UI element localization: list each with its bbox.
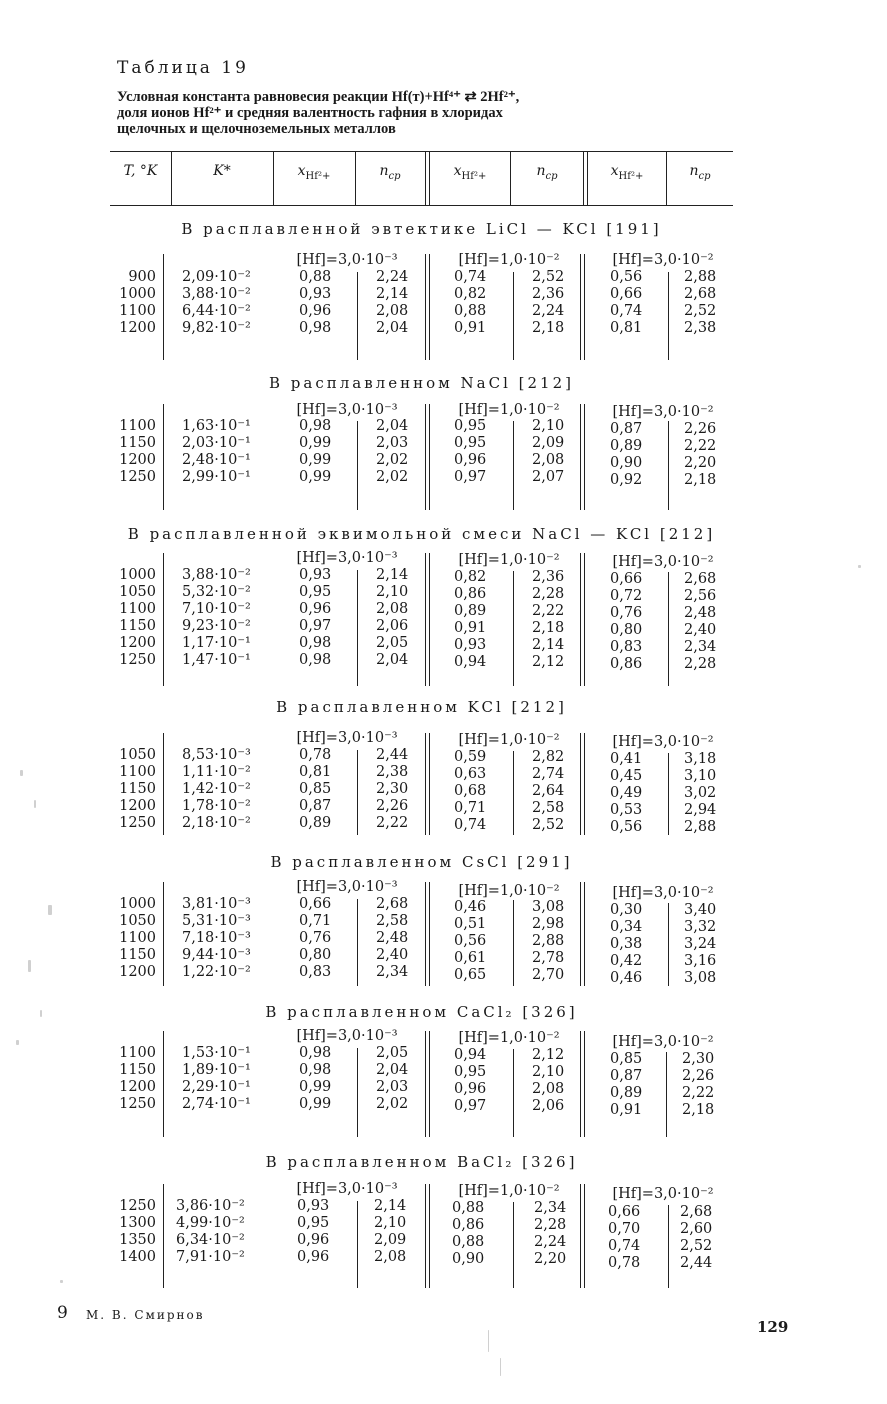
table-row: 2,44 2,38 2,30 2,26 2,22 [376, 747, 409, 831]
concentration-label: [Hf]=3,0·10⁻² [612, 404, 714, 420]
table-row: 0,93 0,95 0,96 0,96 [297, 1198, 330, 1265]
table-row: 0,59 0,63 0,68 0,71 0,74 [454, 749, 487, 833]
column-rule [584, 733, 585, 835]
column-rule [357, 272, 358, 360]
column-rule [580, 254, 581, 360]
concentration-label: [Hf]=3,0·10⁻² [612, 554, 714, 570]
table-row: 2,68 2,56 2,48 2,40 2,34 2,28 [684, 571, 717, 672]
table-row: 0,41 0,45 0,49 0,53 0,56 [610, 751, 643, 835]
header-temperature: T, °K [123, 163, 158, 179]
column-rule [163, 1184, 164, 1288]
column-rule [584, 404, 585, 510]
column-rule [513, 272, 514, 360]
concentration-label: [Hf]=3,0·10⁻³ [296, 550, 398, 566]
scan-speck [48, 905, 52, 915]
concentration-label: [Hf]=3,0·10⁻³ [296, 252, 398, 268]
column-rule [425, 1184, 426, 1288]
column-rule [429, 553, 430, 686]
scan-speck [20, 770, 23, 776]
column-rule [668, 1205, 669, 1288]
column-rule [163, 404, 164, 510]
scan-speck [60, 1280, 63, 1283]
table-row: 3,88·10⁻² 5,32·10⁻² 7,10·10⁻² 9,23·10⁻² 1,17·10⁻¹ 1,47·10⁻¹ [182, 567, 251, 668]
column-rule [513, 1049, 514, 1137]
concentration-label: [Hf]=3,0·10⁻² [612, 1034, 714, 1050]
author-name: М. В. Смирнов [86, 1308, 205, 1322]
header-x-fraction: $x_{Hf^2+}$ [453, 163, 487, 182]
concentration-label: [Hf]=3,0·10⁻² [612, 252, 714, 268]
scan-speck [500, 1358, 501, 1376]
table-row: 0,95 0,95 0,96 0,97 [454, 418, 487, 485]
column-rule [425, 254, 426, 360]
column-rule [668, 903, 669, 986]
column-rule [580, 553, 581, 686]
table-row: 0,88 0,86 0,88 0,90 [452, 1200, 485, 1267]
concentration-label: [Hf]=3,0·10⁻³ [296, 730, 398, 746]
column-rule [163, 733, 164, 835]
header-constant: K* [213, 163, 231, 179]
column-rule [668, 272, 669, 360]
table-row: 2,12 2,10 2,08 2,06 [532, 1047, 565, 1114]
column-rule [357, 750, 358, 835]
table-title-line-3: щелочных и щелочноземельных металлов [117, 121, 396, 137]
table-row: 2,04 2,03 2,02 2,02 [376, 418, 409, 485]
header-x-fraction: $x_{Hf^2+}$ [297, 163, 331, 182]
column-rule [425, 1031, 426, 1137]
concentration-label: [Hf]=3,0·10⁻² [612, 734, 714, 750]
column-rule [429, 733, 430, 835]
table-row: 1100 1150 1200 1250 [119, 1045, 156, 1112]
table-row: 2,52 2,36 2,24 2,18 [532, 269, 565, 336]
concentration-label: [Hf]=1,0·10⁻² [458, 883, 560, 899]
table-row: 8,53·10⁻³ 1,11·10⁻² 1,42·10⁻² 1,78·10⁻² 2,18·10⁻² [182, 747, 251, 831]
table-row: 0,94 0,95 0,96 0,97 [454, 1047, 487, 1114]
scan-speck [40, 1010, 42, 1017]
column-rule [163, 553, 164, 686]
column-rule [580, 404, 581, 510]
column-rule [357, 899, 358, 986]
table-row: 2,24 2,14 2,08 2,04 [376, 269, 409, 336]
table-row: 1100 1150 1200 1250 [119, 418, 156, 485]
column-rule [666, 1052, 667, 1137]
page-number: 129 [757, 1318, 789, 1336]
concentration-label: [Hf]=1,0·10⁻² [458, 732, 560, 748]
table-title-line-2: доля ионов Hf²⁺ и средняя валентность гафния в хлоридах [117, 105, 503, 121]
column-rule [584, 882, 585, 986]
column-rule [513, 1202, 514, 1288]
column-rule [429, 254, 430, 360]
column-rule [580, 882, 581, 986]
table-row: 0,78 0,81 0,85 0,87 0,89 [299, 747, 332, 831]
column-rule [163, 1031, 164, 1137]
column-rule [357, 1048, 358, 1137]
concentration-label: [Hf]=3,0·10⁻² [612, 885, 714, 901]
table-row: 3,86·10⁻² 4,99·10⁻² 6,34·10⁻² 7,91·10⁻² [176, 1198, 245, 1265]
column-rule [425, 733, 426, 835]
column-rule [513, 421, 514, 510]
concentration-label: [Hf]=1,0·10⁻² [458, 402, 560, 418]
concentration-label: [Hf]=1,0·10⁻² [458, 252, 560, 268]
section-title: В расплавленном NaCl [212] [269, 374, 574, 392]
table-row: 2,88 2,68 2,52 2,38 [684, 269, 717, 336]
table-row: 2,68 2,58 2,48 2,40 2,34 [376, 896, 409, 980]
column-rule [513, 751, 514, 835]
column-rule [429, 404, 430, 510]
scan-speck [28, 960, 31, 972]
table-row: 900 1000 1100 1200 [119, 269, 156, 336]
section-title: В расплавленном BaCl₂ [326] [265, 1153, 578, 1171]
table-row: 2,14 2,10 2,08 2,06 2,05 2,04 [376, 567, 409, 668]
table-row: 2,14 2,10 2,09 2,08 [374, 1198, 407, 1265]
column-rule [584, 553, 585, 686]
table-row: 2,10 2,09 2,08 2,07 [532, 418, 565, 485]
table-row: 0,30 0,34 0,38 0,42 0,46 [610, 902, 643, 986]
column-rule [357, 570, 358, 686]
table-row: 3,08 2,98 2,88 2,78 2,70 [532, 899, 565, 983]
table-row: 0,56 0,66 0,74 0,81 [610, 269, 643, 336]
table-row: 1000 1050 1100 1150 1200 1250 [119, 567, 156, 668]
concentration-label: [Hf]=1,0·10⁻² [458, 1030, 560, 1046]
table-row: 2,30 2,26 2,22 2,18 [682, 1051, 715, 1118]
table-row: 1050 1100 1150 1200 1250 [119, 747, 156, 831]
table-row: 2,82 2,74 2,64 2,58 2,52 [532, 749, 565, 833]
table-row: 1,53·10⁻¹ 1,89·10⁻¹ 2,29·10⁻¹ 2,74·10⁻¹ [182, 1045, 251, 1112]
table-row: 1000 1050 1100 1150 1200 [119, 896, 156, 980]
header-n-avg: $n_{ср}$ [689, 163, 711, 182]
column-rule [580, 1184, 581, 1288]
concentration-label: [Hf]=3,0·10⁻² [612, 1186, 714, 1202]
header-x-fraction: $x_{Hf^2+}$ [610, 163, 644, 182]
table-label: Таблица 19 [117, 58, 249, 78]
table-row: 3,18 3,10 3,02 2,94 2,88 [684, 751, 717, 835]
table-row: 0,98 0,98 0,99 0,99 [299, 1045, 332, 1112]
table-row: 1250 1300 1350 1400 [119, 1198, 156, 1265]
section-title: В расплавленном CsCl [291] [270, 853, 573, 871]
table-row: 2,26 2,22 2,20 2,18 [684, 421, 717, 488]
table-row: 3,81·10⁻³ 5,31·10⁻³ 7,18·10⁻³ 9,44·10⁻³ 1,22·10⁻² [182, 896, 251, 980]
signature-number: 9 [57, 1303, 68, 1323]
section-title: В расплавленной эвтектике LiCl — KCl [191] [181, 220, 662, 238]
table-row: 2,34 2,28 2,24 2,20 [534, 1200, 567, 1267]
table-row: 0,66 0,70 0,74 0,78 [608, 1204, 641, 1271]
column-rule [429, 1184, 430, 1288]
column-rule [584, 1031, 585, 1137]
header-bottom-rule [110, 205, 733, 206]
header-top-rule [110, 151, 733, 152]
scan-speck [34, 800, 36, 808]
column-rule [513, 571, 514, 686]
header-n-avg: $n_{ср}$ [536, 163, 558, 182]
table-row: 3,40 3,32 3,24 3,16 3,08 [684, 902, 717, 986]
header-divider [583, 151, 584, 205]
column-rule [668, 753, 669, 835]
table-title-line-1: Условная константа равновесия реакции Hf(т)+Hf⁴⁺ ⇄ 2Hf²⁺, [117, 89, 520, 105]
concentration-label: [Hf]=1,0·10⁻² [458, 1183, 560, 1199]
column-rule [425, 553, 426, 686]
table-row: 0,88 0,93 0,96 0,98 [299, 269, 332, 336]
column-rule [429, 882, 430, 986]
table-row: 0,87 0,89 0,90 0,92 [610, 421, 643, 488]
concentration-label: [Hf]=3,0·10⁻³ [296, 1028, 398, 1044]
table-row: 0,66 0,72 0,76 0,80 0,83 0,86 [610, 571, 643, 672]
table-row: 2,09·10⁻² 3,88·10⁻² 6,44·10⁻² 9,82·10⁻² [182, 269, 251, 336]
column-rule [584, 1184, 585, 1288]
column-rule [580, 733, 581, 835]
table-row: 0,93 0,95 0,96 0,97 0,98 0,98 [299, 567, 332, 668]
column-rule [425, 404, 426, 510]
table-row: 0,66 0,71 0,76 0,80 0,83 [299, 896, 332, 980]
column-rule [357, 1201, 358, 1288]
scan-speck [858, 565, 861, 568]
column-rule [584, 254, 585, 360]
table-row: 0,98 0,99 0,99 0,99 [299, 418, 332, 485]
column-rule [163, 882, 164, 986]
header-divider [425, 151, 426, 205]
scan-speck [16, 1040, 19, 1045]
section-title: В расплавленном CaCl₂ [326] [265, 1003, 578, 1021]
column-rule [580, 1031, 581, 1137]
table-row: 2,05 2,04 2,03 2,02 [376, 1045, 409, 1112]
concentration-label: [Hf]=3,0·10⁻³ [296, 879, 398, 895]
column-rule [668, 421, 669, 510]
table-row: 2,36 2,28 2,22 2,18 2,14 2,12 [532, 569, 565, 670]
table-row: 0,85 0,87 0,89 0,91 [610, 1051, 643, 1118]
table-row: 2,68 2,60 2,52 2,44 [680, 1204, 713, 1271]
section-title: В расплавленной эквимольной смеси NaCl — KCl [212] [127, 525, 716, 543]
column-rule [513, 900, 514, 986]
column-rule [357, 421, 358, 510]
concentration-label: [Hf]=1,0·10⁻² [458, 552, 560, 568]
column-rule [163, 254, 164, 360]
column-rule [668, 572, 669, 686]
scan-speck [488, 1330, 489, 1352]
header-n-avg: $n_{ср}$ [379, 163, 401, 182]
column-rule [429, 1031, 430, 1137]
table-row: 0,82 0,86 0,89 0,91 0,93 0,94 [454, 569, 487, 670]
concentration-label: [Hf]=3,0·10⁻³ [296, 402, 398, 418]
concentration-label: [Hf]=3,0·10⁻³ [296, 1181, 398, 1197]
column-rule [425, 882, 426, 986]
section-title: В расплавленном KCl [212] [276, 698, 567, 716]
table-row: 1,63·10⁻¹ 2,03·10⁻¹ 2,48·10⁻¹ 2,99·10⁻¹ [182, 418, 251, 485]
table-row: 0,74 0,82 0,88 0,91 [454, 269, 487, 336]
table-row: 0,46 0,51 0,56 0,61 0,65 [454, 899, 487, 983]
